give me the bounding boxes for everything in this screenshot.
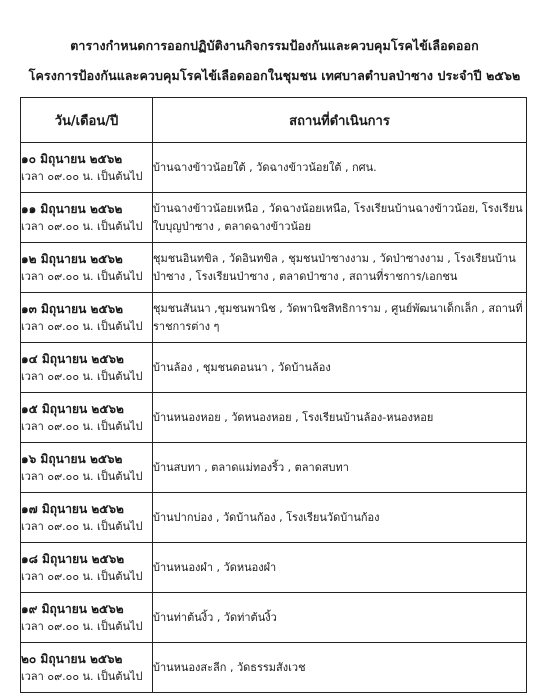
location-cell: ชุมชนสันนา ,ชุมชนพานิช , วัดพานิชสิทธิการาม , ศูนย์พัฒนาเด็กเล็ก , สถานที่ราชการต่าง ๆ [153,293,527,343]
date-text: ๑๘ มิถุนายน ๒๕๖๒ [21,551,125,566]
date-cell [21,293,153,343]
time-text: เวลา ๐๙.๐๐ น. เป็นต้นไป [21,519,143,533]
date-text: ๑๔ มิถุนายน ๒๕๖๒ [21,351,124,366]
date-cell [21,493,153,543]
date-text: ๑๓ มิถุนายน ๒๕๖๒ [21,301,124,316]
location-cell: บ้านหนองหอย , วัดหนองหอย , โรงเรียนบ้านล้อง-หนองหอย [153,393,527,443]
time-text: เวลา ๐๙.๐๐ น. เป็นต้นไป [21,469,143,483]
date-text: ๑๐ มิถุนายน ๒๕๖๒ [21,151,123,166]
date-cell [21,393,153,443]
location-cell: บ้านล้อง , ชุมชนดอนนา , วัดบ้านล้อง [153,343,527,393]
table-row [21,243,527,293]
header-location: สถานที่ดำเนินการ [153,98,527,143]
table-header-row [21,98,527,143]
document-title-line-1: ตารางกำหนดการออกปฏิบัติงานกิจกรรมป้องกันและควบคุมโรคไข้เลือดออก [70,38,479,53]
table-row [21,193,527,243]
date-text: ๑๖ มิถุนายน ๒๕๖๒ [21,451,123,466]
location-cell: ชุมชนอินทขิล , วัดอินทขิล , ชุมชนป่าซางงาม , วัดป่าซางงาม , โรงเรียนบ้านป่าซาง , โรงเรียนป่าซาง , ตลาดป่าซาง , สถานที่ราชการ/เอกชน [153,243,527,293]
location-cell: บ้านท่าต้นงิ้ว , วัดท่าต้นงิ้ว [153,593,527,643]
table-row [21,543,527,593]
time-text: เวลา ๐๙.๐๐ น. เป็นต้นไป [21,419,143,433]
date-cell [21,243,153,293]
location-cell: บ้านสบทา , ตลาดแม่ทองริ้ว , ตลาดสบทา [153,443,527,493]
time-text: เวลา ๐๙.๐๐ น. เป็นต้นไป [21,169,143,183]
table-row [21,343,527,393]
date-cell [21,143,153,193]
date-text: ๒๐ มิถุนายน ๒๕๖๒ [21,651,123,666]
location-cell: บ้านฉางข้าวน้อยใต้ , วัดฉางข้าวน้อยใต้ , กศน. [153,143,527,193]
table-row [21,643,527,693]
time-text: เวลา ๐๙.๐๐ น. เป็นต้นไป [21,319,143,333]
time-text: เวลา ๐๙.๐๐ น. เป็นต้นไป [21,569,143,583]
date-text: ๑๕ มิถุนายน ๒๕๖๒ [21,401,124,416]
time-text: เวลา ๐๙.๐๐ น. เป็นต้นไป [21,669,143,683]
date-text: ๑๒ มิถุนายน ๒๕๖๒ [21,251,123,266]
date-cell [21,643,153,693]
table-row [21,393,527,443]
document-title-line-2: โครงการป้องกันและควบคุมโรคไข้เลือดออกในชุมชน เทศบาลตำบลป่าซาง ประจำปี ๒๕๖๒ [28,68,521,83]
time-text: เวลา ๐๙.๐๐ น. เป็นต้นไป [21,219,143,233]
table-row [21,593,527,643]
time-text: เวลา ๐๙.๐๐ น. เป็นต้นไป [21,269,143,283]
date-cell [21,193,153,243]
table-row [21,493,527,543]
date-text: ๑๑ มิถุนายน ๒๕๖๒ [21,201,123,216]
schedule-table [20,97,527,693]
location-cell: บ้านหนองสะลีก , วัดธรรมสังเวช [153,643,527,693]
date-cell [21,343,153,393]
date-cell [21,593,153,643]
location-cell: บ้านฉางข้าวน้อยเหนือ , วัดฉางน้อยเหนือ, โรงเรียนบ้านฉางข้าวน้อย, โรงเรียนใบบุญป่าซาง , ตลาดฉางข้าวน้อย [153,193,527,243]
table-row [21,443,527,493]
time-text: เวลา ๐๙.๐๐ น. เป็นต้นไป [21,369,143,383]
table-row [21,293,527,343]
table-row [21,143,527,193]
location-cell: บ้านหนองผำ , วัดหนองผำ [153,543,527,593]
time-text: เวลา ๐๙.๐๐ น. เป็นต้นไป [21,619,143,633]
date-text: ๑๗ มิถุนายน ๒๕๖๒ [21,501,124,516]
header-date: วัน/เดือน/ปี [21,98,153,143]
date-cell [21,543,153,593]
date-cell [21,443,153,493]
date-text: ๑๙ มิถุนายน ๒๕๖๒ [21,601,124,616]
location-cell: บ้านปากบ่อง , วัดบ้านก้อง , โรงเรียนวัดบ้านก้อง [153,493,527,543]
